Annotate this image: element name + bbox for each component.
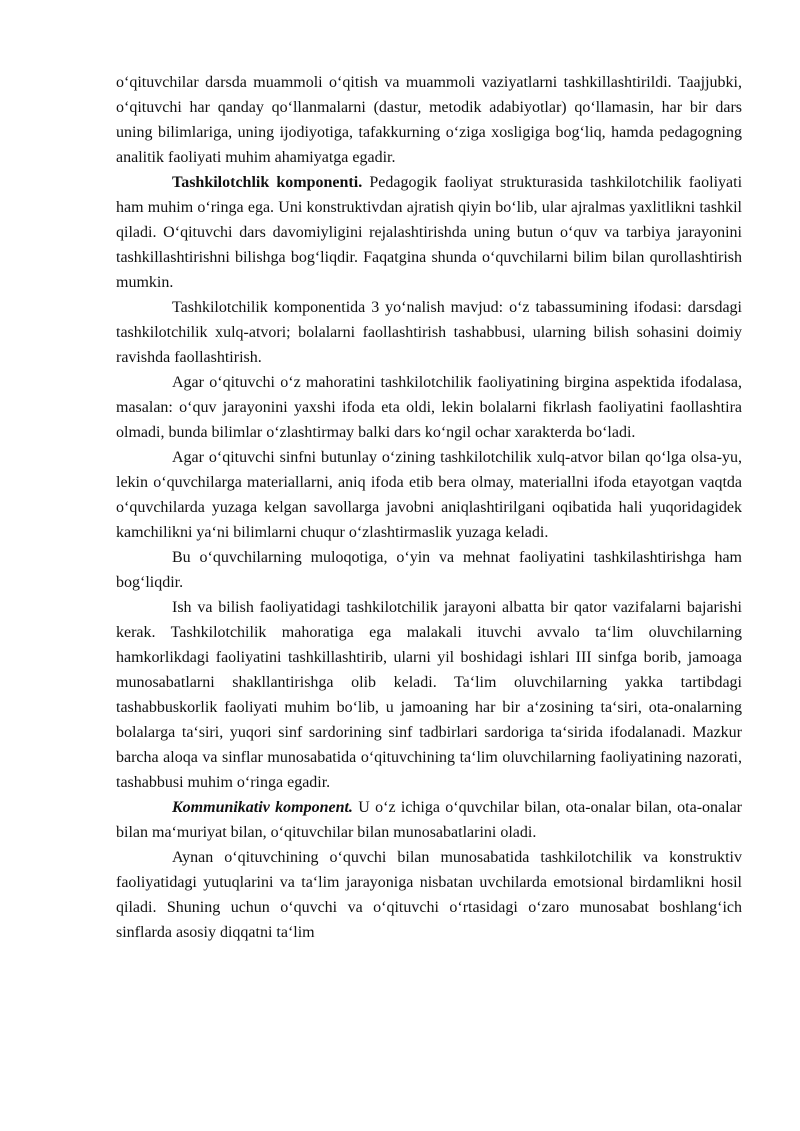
paragraph-text: Tashkilotchilik komponentida 3 yo‘nalish mavjud: o‘z tabassumining ifodasi: darsdagi tashkilotchilik xulq-atvori; bolalarni faollashtirish tashabbusi, ularning bilish sohasini doimiy ravishda faollashtirish. [116,299,742,366]
section-heading: Kommunikativ komponent. [172,799,353,816]
paragraph-1 [116,70,742,170]
paragraph-9 [116,845,742,945]
paragraph-organizational-component [116,170,742,295]
paragraph-text: Agar o‘qituvchi sinfni butunlay o‘zining tashkilotchilik xulq-atvor bilan qo‘lga olsa-yu, lekin o‘quvchilarga materiallarni, aniq ifoda etib bera olmay, materiallni ifoda etayotgan vaqtda o‘quvchilarda yuzaga kelgan savollarga javobni aniqlashtirilgani oqibatida hali yuqoridagidek kamchilikni ya‘ni bilimlarni chuqur o‘zlashtirmaslik yuzaga keladi. [116,449,742,541]
paragraph-4 [116,370,742,445]
paragraph-5 [116,445,742,545]
section-heading: Tashkilotchlik komponenti. [172,174,363,191]
paragraph-text: Ish va bilish faoliyatidagi tashkilotchilik jarayoni albatta bir qator vazifalarni bajarishi kerak. Tashkilotchilik mahoratiga ega malakali ituvchi avvalo ta‘lim oluvchilarning hamkorlikdagi faoliyatini tashkillashtirib, ularni yil boshidagi ishlari III sinfga borib, jamoaga munosabatlarni shakllantirishga olib keladi. Ta‘lim oluvchilarning yakka tartibdagi tashabbuskorlik faoliyati muhim bo‘lib, u jamoaning har bir a‘zosining ta‘siri, ota-onalarning bolalarga ta‘siri, yuqori sinf sardorining sinf tadbirlari sardoriga ta‘sirida ifodalanadi. Mazkur barcha aloqa va sinflar munosabatida o‘qituvchining ta‘lim oluvchilarning faoliyatining nazorati, tashabbusi muhim o‘ringa egadir. [116,599,742,791]
paragraph-text: o‘qituvchilar darsda muammoli o‘qitish va muammoli vaziyatlarni tashkillashtirildi. Taajjubki, o‘qituvchi har qanday qo‘llanmalarni (dastur, metodik adabiyotlar) qo‘llamasin, har bir dars uning bilimlariga, uning ijodiyotiga, tafakkurning o‘ziga xosligiga bog‘liq, hamda pedagogning analitik faoliyati muhim ahamiyatga egadir. [116,74,742,166]
paragraph-text: Pedagogik faoliyat strukturasida tashkilotchilik faoliyati ham muhim o‘ringa ega. Uni konstruktivdan ajratish qiyin bo‘lib, ular ajralmas yaxlitlikni tashkil qiladi. O‘qituvchi dars davomiyligini rejalashtirishda uning butun o‘quv va tarbiya jarayonini tashkillashtirishni bilishga bog‘liqdir. Faqatgina shunda o‘quvchilarni bilim bilan qurollashtirish mumkin. [116,174,743,291]
document-page [116,70,742,945]
paragraph-6 [116,545,742,595]
paragraph-communicative-component [116,795,742,845]
paragraph-text: Aynan o‘qituvchining o‘quvchi bilan munosabatida tashkilotchilik va konstruktiv faoliyatidagi yutuqlarini va ta‘lim jarayoniga nisbatan uvchilarda emotsional birdamlikni hosil qiladi. Shuning uchun o‘quvchi va o‘qituvchi o‘rtasidagi o‘zaro munosabat boshlang‘ich sinflarda asosiy diqqatni ta‘lim [116,849,742,941]
paragraph-3 [116,295,742,370]
paragraph-text: Bu o‘quvchilarning muloqotiga, o‘yin va mehnat faoliyatini tashkilashtirishga ham bog‘liqdir. [116,549,742,591]
paragraph-7 [116,595,742,795]
paragraph-text: U o‘z ichiga o‘quvchilar bilan, ota-onalar bilan, ota-onalar bilan ma‘muriyat bilan, o‘qituvchilar bilan munosabatlarini oladi. [116,799,743,841]
paragraph-text: Agar o‘qituvchi o‘z mahoratini tashkilotchilik faoliyatining birgina aspektida ifodalasa, masalan: o‘quv jarayonini yaxshi ifoda eta oldi, lekin bolalarni fikrlash faoliyatini faollashtira olmadi, bunda bilimlar o‘zlashtirmay balki dars ko‘ngil ochar xarakterda bo‘ladi. [116,374,742,441]
